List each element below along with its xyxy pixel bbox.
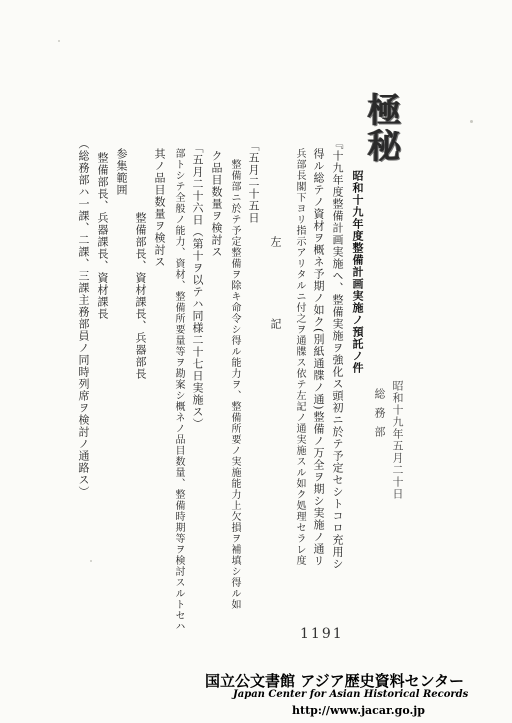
section-line: 部トシテ全般ノ能力、資材、整備所要量等ヲ勘案シ概ネノ品目数量、整備時期等ヲ検討スルトセハ	[173, 148, 184, 632]
body-line: 得ル総テノ資材ヲ概ネ予期ノ如ク(別紙通牒ノ通)整備ノ万全ヲ期シ実施ノ通リ	[312, 148, 325, 567]
body-line: 『十九年度整備計画実施ヘ、整備実施ヲ強化ス頭初ニ於テ予定セシトコロ充用シ	[331, 138, 344, 570]
scan-speck	[58, 40, 60, 42]
scan-speck	[90, 560, 92, 562]
section-line: 参集範囲	[115, 148, 128, 196]
sender-date: 昭和十九年五月二十日	[391, 380, 404, 500]
subject-line: 昭和十九年度整備計画実施ノ預託ノ件	[351, 170, 364, 374]
archive-english-name: Japan Center for Asian Historical Records	[233, 689, 469, 700]
heading-left-notes: 左 記	[269, 236, 282, 359]
secret-stamp: 極秘	[361, 92, 401, 164]
sender-office: 総務部	[373, 388, 386, 445]
archive-url: http://www.jacar.go.jp	[292, 704, 425, 717]
section-line: （総務部ハ一課、二課、三課主務部員ノ同時列席ヲ検討ノ通路ス）	[77, 138, 90, 498]
archive-logo-text: 国立公文書館 アジア歴史資料センター	[205, 672, 465, 690]
section-line: 整備部長、兵器課長、資材課長	[96, 152, 109, 320]
section-line: 「五月二十六日（第十ヲ以テハ同様二十七日実施ス）	[191, 142, 204, 430]
section-line: 其ノ品目数量ヲ検討ス	[153, 148, 166, 268]
scan-speck	[470, 120, 473, 123]
section-line: ク品目数量ヲ検討ス	[210, 150, 223, 258]
page-number: 1191	[300, 626, 344, 642]
body-line: 兵部長閣下ヨリ指示アリタルニ付之ヲ通牒ス依テ左記ノ通実施スル如ク処理セラレ度	[294, 148, 305, 566]
section-line: 整備部ニ於テ予定整備ヲ除キ命令シ得ル能力ヲ、整備所要ノ実施能力上欠損ヲ補填シ得ル如	[229, 148, 240, 610]
section-line: 整備部長、資材課長、兵器部長	[134, 200, 147, 380]
section-line: 「五月二十五日	[247, 140, 260, 224]
